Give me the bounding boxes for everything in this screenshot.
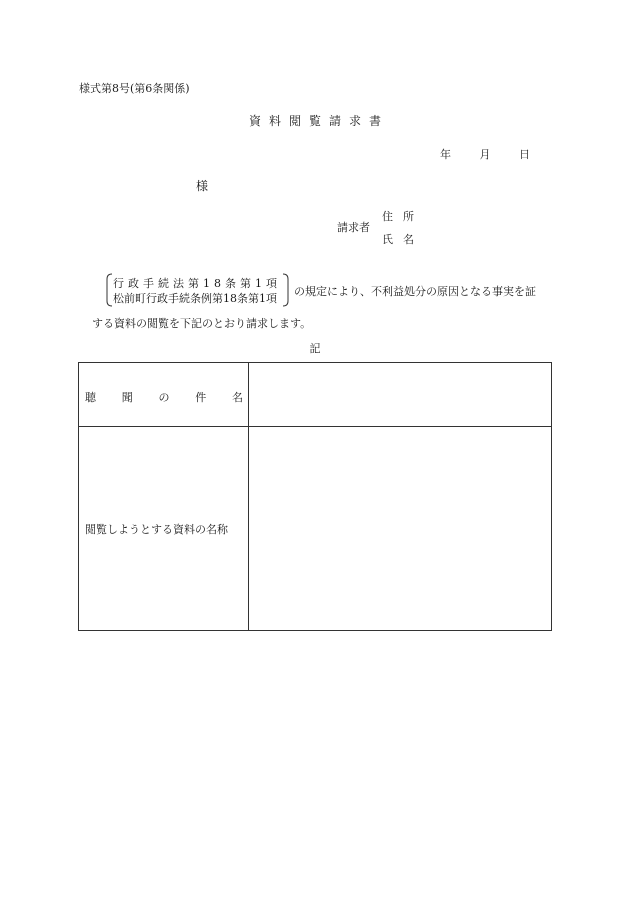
law-citation-line2: 松前町行政手続条例第18条第1項 xyxy=(113,292,277,305)
name-label: 氏名 xyxy=(382,233,424,246)
column-divider xyxy=(248,363,249,630)
date-row xyxy=(440,146,530,162)
requester-label: 請求者 xyxy=(337,221,370,234)
label-char: 聞 xyxy=(121,391,133,404)
day-label: 日 xyxy=(519,148,530,161)
addressee-suffix: 様 xyxy=(196,179,209,193)
document-name-label: 閲覧しようとする資料の名称 xyxy=(85,523,228,536)
month-label: 月 xyxy=(479,148,491,161)
label-char: 名 xyxy=(232,391,243,404)
ki-heading: 記 xyxy=(309,342,321,355)
hearing-case-name-label xyxy=(85,389,243,405)
label-char: の xyxy=(158,391,170,404)
row-divider xyxy=(79,426,551,427)
document-title: 資料閲覧請求書 xyxy=(248,114,389,128)
label-char: 件 xyxy=(195,391,207,404)
law-citation-line1: 行政手続法第18条第1項 xyxy=(113,277,281,290)
request-text-line1: の規定により、不利益処分の原因となる事実を証 xyxy=(294,285,536,298)
year-label: 年 xyxy=(440,148,451,161)
label-char: 聴 xyxy=(85,391,96,404)
document-name-field[interactable] xyxy=(254,433,544,623)
form-number: 様式第8号(第6条関係) xyxy=(79,82,190,95)
hearing-case-name-field[interactable] xyxy=(254,369,544,419)
request-text-line2: する資料の閲覧を下記のとおり請求します。 xyxy=(92,317,312,330)
request-table xyxy=(78,362,552,631)
address-label: 住所 xyxy=(382,210,424,223)
